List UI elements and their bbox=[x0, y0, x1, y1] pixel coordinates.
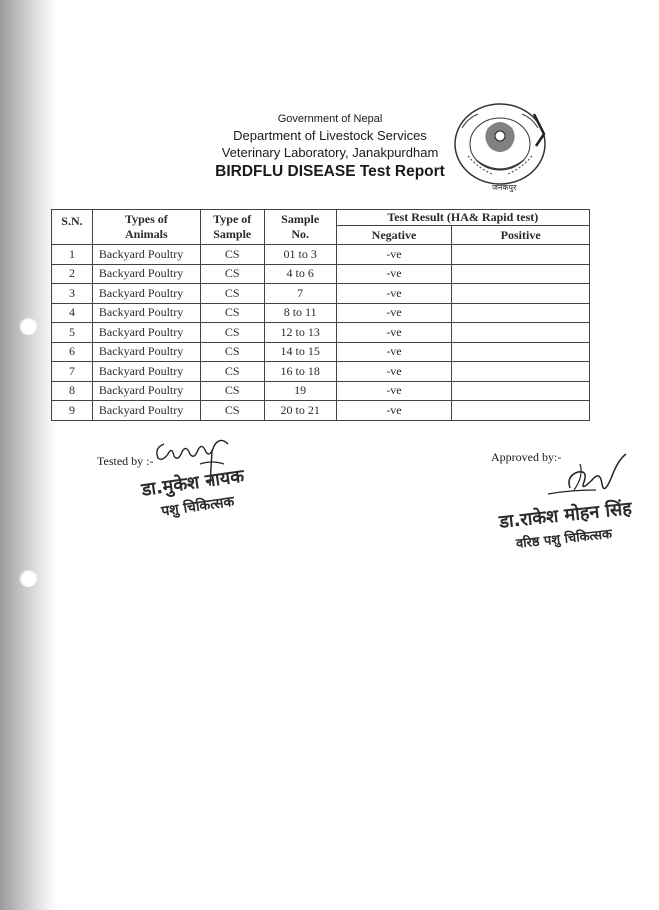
header-negative: Negative bbox=[336, 226, 452, 245]
cell-positive bbox=[452, 381, 590, 401]
tested-by-label: Tested by :- bbox=[97, 454, 154, 468]
government-name: Government of Nepal bbox=[277, 113, 383, 125]
approved-by-signature-icon bbox=[540, 450, 630, 502]
cell-sample-no: 01 to 3 bbox=[264, 245, 336, 265]
approved-by-label: Approved by:- bbox=[491, 450, 562, 464]
cell-negative: -ve bbox=[336, 303, 452, 323]
cell-sample-type: CS bbox=[200, 323, 264, 343]
table-row bbox=[52, 323, 590, 343]
cell-sample-type: CS bbox=[200, 284, 264, 304]
table-row bbox=[52, 264, 590, 284]
header-test-result: Test Result (HA& Rapid test) bbox=[336, 210, 589, 226]
cell-sample-type: CS bbox=[200, 362, 264, 382]
cell-sample-no: 14 to 15 bbox=[264, 342, 336, 362]
cell-sample-no: 19 bbox=[264, 381, 336, 401]
cell-sample-type: CS bbox=[200, 401, 264, 421]
cell-sample-no: 16 to 18 bbox=[264, 362, 336, 382]
report-header bbox=[200, 112, 460, 183]
cell-animal: Backyard Poultry bbox=[92, 245, 200, 265]
cell-sample-no: 4 to 6 bbox=[264, 264, 336, 284]
cell-sample-type: CS bbox=[200, 342, 264, 362]
svg-text:जनकपुर: जनकपुर bbox=[492, 183, 517, 192]
official-seal-icon bbox=[448, 98, 552, 194]
cell-positive bbox=[452, 303, 590, 323]
laboratory-name: Veterinary Laboratory, Janakpurdham bbox=[221, 145, 439, 160]
header-sample-no: Sample No. bbox=[264, 210, 336, 245]
table-row bbox=[52, 303, 590, 323]
report-title: BIRDFLU DISEASE Test Report bbox=[215, 163, 445, 180]
cell-sn: 1 bbox=[52, 245, 93, 265]
cell-sample-type: CS bbox=[200, 381, 264, 401]
header-types-of-animals: Types of Animals bbox=[92, 210, 200, 245]
cell-sample-type: CS bbox=[200, 264, 264, 284]
approved-by-stamp-name: डा.राकेश मोहन सिंह bbox=[498, 498, 633, 533]
department-name: Department of Livestock Services bbox=[233, 128, 427, 143]
cell-sample-no: 7 bbox=[264, 284, 336, 304]
table-row bbox=[52, 381, 590, 401]
table-row bbox=[52, 342, 590, 362]
cell-negative: -ve bbox=[336, 362, 452, 382]
cell-negative: -ve bbox=[336, 342, 452, 362]
cell-sn: 4 bbox=[52, 303, 93, 323]
cell-positive bbox=[452, 342, 590, 362]
cell-sn: 9 bbox=[52, 401, 93, 421]
cell-negative: -ve bbox=[336, 284, 452, 304]
cell-negative: -ve bbox=[336, 401, 452, 421]
table-body bbox=[52, 245, 590, 421]
cell-negative: -ve bbox=[336, 245, 452, 265]
cell-sn: 2 bbox=[52, 264, 93, 284]
cell-sn: 8 bbox=[52, 381, 93, 401]
cell-sn: 5 bbox=[52, 323, 93, 343]
table-row bbox=[52, 284, 590, 304]
cell-animal: Backyard Poultry bbox=[92, 323, 200, 343]
cell-positive bbox=[452, 401, 590, 421]
punch-hole-bottom bbox=[19, 569, 37, 587]
cell-sample-no: 12 to 13 bbox=[264, 323, 336, 343]
cell-animal: Backyard Poultry bbox=[92, 362, 200, 382]
test-result-table bbox=[51, 209, 590, 421]
cell-animal: Backyard Poultry bbox=[92, 264, 200, 284]
cell-negative: -ve bbox=[336, 323, 452, 343]
table-row bbox=[52, 401, 590, 421]
cell-animal: Backyard Poultry bbox=[92, 381, 200, 401]
cell-sample-type: CS bbox=[200, 245, 264, 265]
cell-animal: Backyard Poultry bbox=[92, 284, 200, 304]
cell-positive bbox=[452, 362, 590, 382]
cell-positive bbox=[452, 245, 590, 265]
cell-positive bbox=[452, 323, 590, 343]
table-row bbox=[52, 245, 590, 265]
header-type-of-sample: Type of Sample bbox=[200, 210, 264, 245]
cell-sample-no: 8 to 11 bbox=[264, 303, 336, 323]
cell-sn: 7 bbox=[52, 362, 93, 382]
header-positive: Positive bbox=[452, 226, 590, 245]
cell-sn: 3 bbox=[52, 284, 93, 304]
cell-sample-no: 20 to 21 bbox=[264, 401, 336, 421]
punch-hole-top bbox=[19, 317, 37, 335]
cell-animal: Backyard Poultry bbox=[92, 401, 200, 421]
cell-sample-type: CS bbox=[200, 303, 264, 323]
tested-by-stamp-name: डा.मुकेश नायक bbox=[140, 465, 246, 501]
cell-positive bbox=[452, 284, 590, 304]
scan-edge-shadow bbox=[0, 0, 58, 910]
cell-positive bbox=[452, 264, 590, 284]
header-sn: S.N. bbox=[52, 210, 93, 245]
tested-by-stamp-title: पशु चिकित्सक bbox=[160, 493, 236, 520]
approved-by-stamp-title: वरिष्ठ पशु चिकित्सक bbox=[515, 526, 613, 552]
table-row bbox=[52, 362, 590, 382]
cell-sn: 6 bbox=[52, 342, 93, 362]
cell-animal: Backyard Poultry bbox=[92, 342, 200, 362]
cell-negative: -ve bbox=[336, 264, 452, 284]
cell-negative: -ve bbox=[336, 381, 452, 401]
cell-animal: Backyard Poultry bbox=[92, 303, 200, 323]
